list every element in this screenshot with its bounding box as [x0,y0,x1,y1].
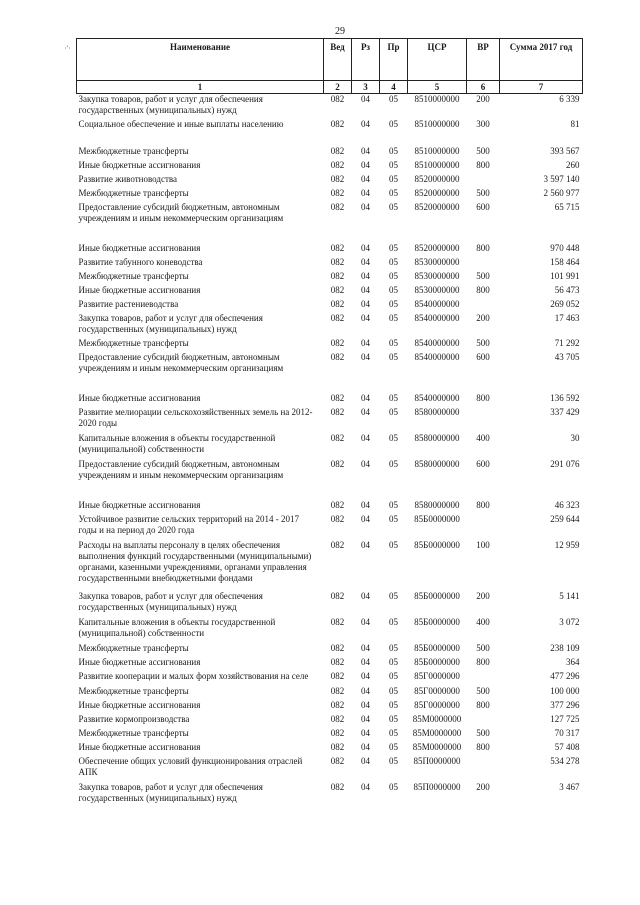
row-csr: 85М0000000 [412,714,462,724]
row-name: Иные бюджетные ассигнования [78,160,201,170]
row-vr: 200 [476,591,490,601]
row-pr: 05 [389,514,398,524]
row-csr: 8580000000 [414,459,460,469]
row-name: Иные бюджетные ассигнования [78,657,201,667]
table-row [77,296,583,310]
row-vr: 500 [476,271,490,281]
table-row [77,725,583,739]
table-row [77,429,583,455]
row-csr: 8510000000 [414,146,460,156]
row-name: Обеспечение общих условий функционирования отраслей АПК [78,756,303,777]
row-pr: 05 [389,174,398,184]
column-number: 7 [500,81,583,94]
row-name: Закупка товаров, работ и услуг для обеспечения государственных (муниципальных) нужд [78,782,263,803]
row-rz: 04 [361,299,370,309]
row-name: Развитие кооперации и малых форм хозяйствования на селе [78,671,309,681]
row-csr: 85Б0000000 [414,643,460,653]
table-row [77,697,583,711]
row-vr: 300 [476,119,490,129]
row-vr [467,711,500,725]
row-pr: 05 [389,700,398,710]
row-vr: 600 [476,202,490,212]
row-sum: 269 052 [550,299,580,309]
row-pr: 05 [389,407,398,417]
row-pr: 05 [389,352,398,362]
table-row [77,335,583,349]
row-csr: 85Б0000000 [414,657,460,667]
row-pr: 05 [389,299,398,309]
row-csr: 8530000000 [414,285,460,295]
row-rz: 04 [361,782,370,792]
row-pr: 05 [389,338,398,348]
row-ved: 082 [330,591,345,601]
row-csr: 85Г0000000 [414,700,460,710]
row-sum: 65 715 [554,202,580,212]
row-pr: 05 [389,393,398,403]
row-pr: 05 [389,243,398,253]
row-sum: 2 560 977 [543,188,580,198]
row-name: Иные бюджетные ассигнования [78,742,201,752]
column-number: 1 [77,81,324,94]
row-ved: 082 [330,393,345,403]
table-row [77,654,583,668]
table-row [77,282,583,296]
header-ved: Вед [324,39,352,81]
column-number: 3 [352,81,380,94]
table-body [77,94,583,805]
column-number-row [77,81,583,94]
row-ved: 082 [330,352,345,362]
row-pr: 05 [389,591,398,601]
row-pr: 05 [389,756,398,766]
row-rz: 04 [361,500,370,510]
column-number: 6 [467,81,500,94]
margin-mark: ·'· [64,44,71,53]
table-row [77,753,583,778]
row-ved: 082 [330,313,345,323]
row-ved: 082 [330,617,345,627]
row-vr: 600 [476,459,490,469]
row-name: Иные бюджетные ассигнования [78,285,201,295]
row-rz: 04 [361,257,370,267]
row-sum: 477 296 [550,671,580,681]
row-csr: 8540000000 [414,313,460,323]
row-name: Капитальные вложения в объекты государственной (муниципальной) собственности [78,433,276,454]
row-csr: 8510000000 [414,160,460,170]
row-rz: 04 [361,352,370,362]
row-csr: 8580000000 [414,433,460,443]
row-pr: 05 [389,500,398,510]
table-row [77,711,583,725]
row-csr: 8520000000 [414,188,460,198]
row-name: Предоставление субсидий бюджетным, автономным учреждениям и иным некоммерческим организациям [78,352,284,373]
row-csr: 85Б0000000 [414,514,460,524]
row-pr: 05 [389,657,398,667]
table-row [77,130,583,157]
row-pr: 05 [389,285,398,295]
row-ved: 082 [330,94,345,104]
table-row [77,481,583,511]
row-sum: 101 991 [550,271,580,281]
row-vr: 800 [476,700,490,710]
row-vr: 500 [476,146,490,156]
row-vr: 500 [476,728,490,738]
row-sum: 43 705 [554,352,580,362]
table-row [77,536,583,584]
row-ved: 082 [330,728,345,738]
row-name: Межбюджетные трансферты [78,338,189,348]
column-number: 5 [408,81,467,94]
row-rz: 04 [361,433,370,443]
row-sum: 534 278 [550,756,580,766]
row-ved: 082 [330,756,345,766]
row-rz: 04 [361,393,370,403]
row-pr: 05 [389,94,398,104]
row-csr: 8510000000 [414,119,460,129]
row-ved: 082 [330,160,345,170]
row-sum: 30 [570,433,580,443]
row-ved: 082 [330,407,345,417]
row-name: Закупка товаров, работ и услуг для обеспечения государственных (муниципальных) нужд [78,591,263,612]
row-sum: 100 000 [550,686,580,696]
row-name: Иные бюджетные ассигнования [78,700,201,710]
row-name: Межбюджетные трансферты [78,146,189,156]
row-rz: 04 [361,119,370,129]
row-rz: 04 [361,671,370,681]
row-rz: 04 [361,514,370,524]
row-rz: 04 [361,700,370,710]
row-rz: 04 [361,188,370,198]
row-vr: 500 [476,643,490,653]
row-rz: 04 [361,338,370,348]
row-ved: 082 [330,782,345,792]
row-sum: 5 141 [559,591,580,601]
row-sum: 46 323 [554,500,580,510]
row-name: Предоставление субсидий бюджетным, автономным учреждениям и иным некоммерческим организациям [78,459,284,480]
row-vr: 100 [476,540,490,550]
row-rz: 04 [361,174,370,184]
table-row [77,185,583,199]
row-rz: 04 [361,657,370,667]
row-pr: 05 [389,433,398,443]
row-sum: 70 317 [554,728,580,738]
row-pr: 05 [389,617,398,627]
row-sum: 71 292 [554,338,580,348]
row-name: Развитие кормопроизводства [78,714,190,724]
table-row [77,511,583,536]
row-rz: 04 [361,202,370,212]
row-csr: 8510000000 [414,94,460,104]
row-csr: 85Г0000000 [414,671,460,681]
row-vr: 500 [476,338,490,348]
row-name: Развитие табунного коневодства [78,257,203,267]
row-rz: 04 [361,617,370,627]
row-csr: 8540000000 [414,338,460,348]
row-vr: 400 [476,433,490,443]
row-name: Закупка товаров, работ и услуг для обеспечения государственных (муниципальных) нужд [78,94,263,115]
row-name: Межбюджетные трансферты [78,188,189,198]
row-rz: 04 [361,285,370,295]
row-pr: 05 [389,146,398,156]
row-sum: 158 464 [550,257,580,267]
row-vr: 800 [476,285,490,295]
table-row [77,404,583,429]
row-csr: 85Б0000000 [414,540,460,550]
row-pr: 05 [389,202,398,212]
table-row [77,254,583,268]
row-sum: 377 296 [550,700,580,710]
row-vr: 400 [476,617,490,627]
row-pr: 05 [389,728,398,738]
row-pr: 05 [389,459,398,469]
row-ved: 082 [330,671,345,681]
table-row [77,739,583,753]
row-sum: 970 448 [550,243,580,253]
row-pr: 05 [389,257,398,267]
column-number: 4 [380,81,408,94]
row-rz: 04 [361,540,370,550]
table-row [77,94,583,117]
row-sum: 364 [566,657,580,667]
row-sum: 6 339 [559,94,580,104]
row-sum: 12 959 [554,540,580,550]
row-sum: 3 597 140 [543,174,580,184]
row-vr: 800 [476,393,490,403]
row-csr: 8530000000 [414,271,460,281]
row-csr: 8580000000 [414,500,460,510]
row-name: Социальное обеспечение и иные выплаты населению [78,119,284,129]
header-rz: Рз [352,39,380,81]
row-csr: 8520000000 [414,202,460,212]
table-row [77,682,583,697]
header-sum: Сумма 2017 год [500,39,583,81]
row-rz: 04 [361,643,370,653]
row-ved: 082 [330,271,345,281]
row-vr [467,296,500,310]
row-ved: 082 [330,459,345,469]
header-csr: ЦСР [408,39,467,81]
row-vr: 500 [476,686,490,696]
row-ved: 082 [330,540,345,550]
row-rz: 04 [361,271,370,281]
table-row [77,157,583,171]
row-pr: 05 [389,643,398,653]
row-vr: 800 [476,160,490,170]
row-vr: 800 [476,500,490,510]
row-rz: 04 [361,459,370,469]
row-vr [467,668,500,682]
row-csr: 85Б0000000 [414,617,460,627]
row-pr: 05 [389,160,398,170]
row-vr [467,171,500,185]
row-ved: 082 [330,146,345,156]
table-row [77,116,583,130]
row-rz: 04 [361,742,370,752]
header-vr: ВР [467,39,500,81]
row-ved: 082 [330,202,345,212]
row-pr: 05 [389,271,398,281]
row-sum: 17 463 [554,313,580,323]
row-pr: 05 [389,540,398,550]
table-row [77,268,583,282]
row-name: Развитие растениеводства [78,299,179,309]
row-sum: 3 467 [559,782,580,792]
row-sum: 259 644 [550,514,580,524]
row-ved: 082 [330,686,345,696]
row-csr: 8520000000 [414,174,460,184]
row-rz: 04 [361,714,370,724]
header-pr: Пр [380,39,408,81]
table-row [77,199,583,224]
column-number: 2 [324,81,352,94]
row-rz: 04 [361,407,370,417]
row-ved: 082 [330,119,345,129]
row-ved: 082 [330,433,345,443]
row-name: Устойчивое развитие сельских территорий на 2014 - 2017 годы и на период до 2020 года [78,514,300,535]
row-csr: 8540000000 [414,299,460,309]
page-number: 29 [335,26,345,37]
row-vr: 200 [476,94,490,104]
row-csr: 85П0000000 [413,756,461,766]
row-csr: 8580000000 [414,407,460,417]
row-sum: 393 567 [550,146,580,156]
row-vr [467,404,500,429]
row-name: Расходы на выплаты персоналу в целях обеспечения выполнения функций государственными (муниципальными) органами, казенными учреждениями, органами управления государственными внебюджетными фондами [78,540,312,583]
row-csr: 85Б0000000 [414,591,460,601]
row-name: Капитальные вложения в объекты государственной (муниципальной) собственности [78,617,276,638]
row-sum: 3 072 [559,617,580,627]
row-rz: 04 [361,313,370,323]
header-row [77,39,583,81]
row-sum: 127 725 [550,714,580,724]
row-ved: 082 [330,257,345,267]
row-csr: 8520000000 [414,243,460,253]
row-ved: 082 [330,285,345,295]
row-pr: 05 [389,119,398,129]
table-row [77,171,583,185]
budget-table [76,38,583,804]
table-row [77,310,583,335]
row-vr: 500 [476,188,490,198]
row-rz: 04 [361,146,370,156]
table-row [77,778,583,804]
row-rz: 04 [361,756,370,766]
row-ved: 082 [330,714,345,724]
row-vr: 600 [476,352,490,362]
row-name: Межбюджетные трансферты [78,728,189,738]
table-row [77,584,583,613]
row-name: Межбюджетные трансферты [78,271,189,281]
row-csr: 8540000000 [414,352,460,362]
row-ved: 082 [330,188,345,198]
row-rz: 04 [361,94,370,104]
row-pr: 05 [389,188,398,198]
row-vr: 200 [476,782,490,792]
row-pr: 05 [389,313,398,323]
row-pr: 05 [389,782,398,792]
row-sum: 81 [570,119,580,129]
row-name: Иные бюджетные ассигнования [78,393,201,403]
row-vr: 800 [476,243,490,253]
row-sum: 260 [566,160,580,170]
row-ved: 082 [330,742,345,752]
row-name: Межбюджетные трансферты [78,686,189,696]
row-ved: 082 [330,338,345,348]
row-vr [467,511,500,536]
row-pr: 05 [389,714,398,724]
table-row [77,613,583,639]
row-csr: 85М0000000 [412,728,462,738]
table-row [77,224,583,254]
row-ved: 082 [330,643,345,653]
row-name: Закупка товаров, работ и услуг для обеспечения государственных (муниципальных) нужд [78,313,263,334]
row-rz: 04 [361,160,370,170]
row-name: Иные бюджетные ассигнования [78,500,201,510]
row-csr: 85М0000000 [412,742,462,752]
row-csr: 8540000000 [414,393,460,403]
row-vr: 800 [476,742,490,752]
row-name: Межбюджетные трансферты [78,643,189,653]
row-rz: 04 [361,243,370,253]
row-csr: 85П0000000 [413,782,461,792]
table-row [77,349,583,374]
row-ved: 082 [330,657,345,667]
row-ved: 082 [330,243,345,253]
row-pr: 05 [389,742,398,752]
row-name: Развитие животноводства [78,174,178,184]
row-ved: 082 [330,174,345,184]
row-vr [467,254,500,268]
row-ved: 082 [330,299,345,309]
header-name: Наименование [77,39,324,81]
row-ved: 082 [330,500,345,510]
row-ved: 082 [330,700,345,710]
row-sum: 291 076 [550,459,580,469]
row-rz: 04 [361,591,370,601]
table-row [77,455,583,481]
table-row [77,374,583,404]
row-pr: 05 [389,671,398,681]
row-rz: 04 [361,728,370,738]
row-pr: 05 [389,686,398,696]
row-sum: 337 429 [550,407,580,417]
row-name: Развитие мелиорации сельскохозяйственных земель на 2012-2020 годы [78,407,313,428]
row-sum: 56 473 [554,285,580,295]
row-vr [467,753,500,778]
table-row [77,639,583,654]
row-sum: 136 592 [550,393,580,403]
row-csr: 85Г0000000 [414,686,460,696]
row-name: Предоставление субсидий бюджетным, автономным учреждениям и иным некоммерческим организациям [78,202,284,223]
table-row [77,668,583,682]
row-rz: 04 [361,686,370,696]
row-sum: 238 109 [550,643,580,653]
row-ved: 082 [330,514,345,524]
row-name: Иные бюджетные ассигнования [78,243,201,253]
row-vr: 800 [476,657,490,667]
row-sum: 57 408 [554,742,580,752]
row-csr: 8530000000 [414,257,460,267]
row-vr: 200 [476,313,490,323]
